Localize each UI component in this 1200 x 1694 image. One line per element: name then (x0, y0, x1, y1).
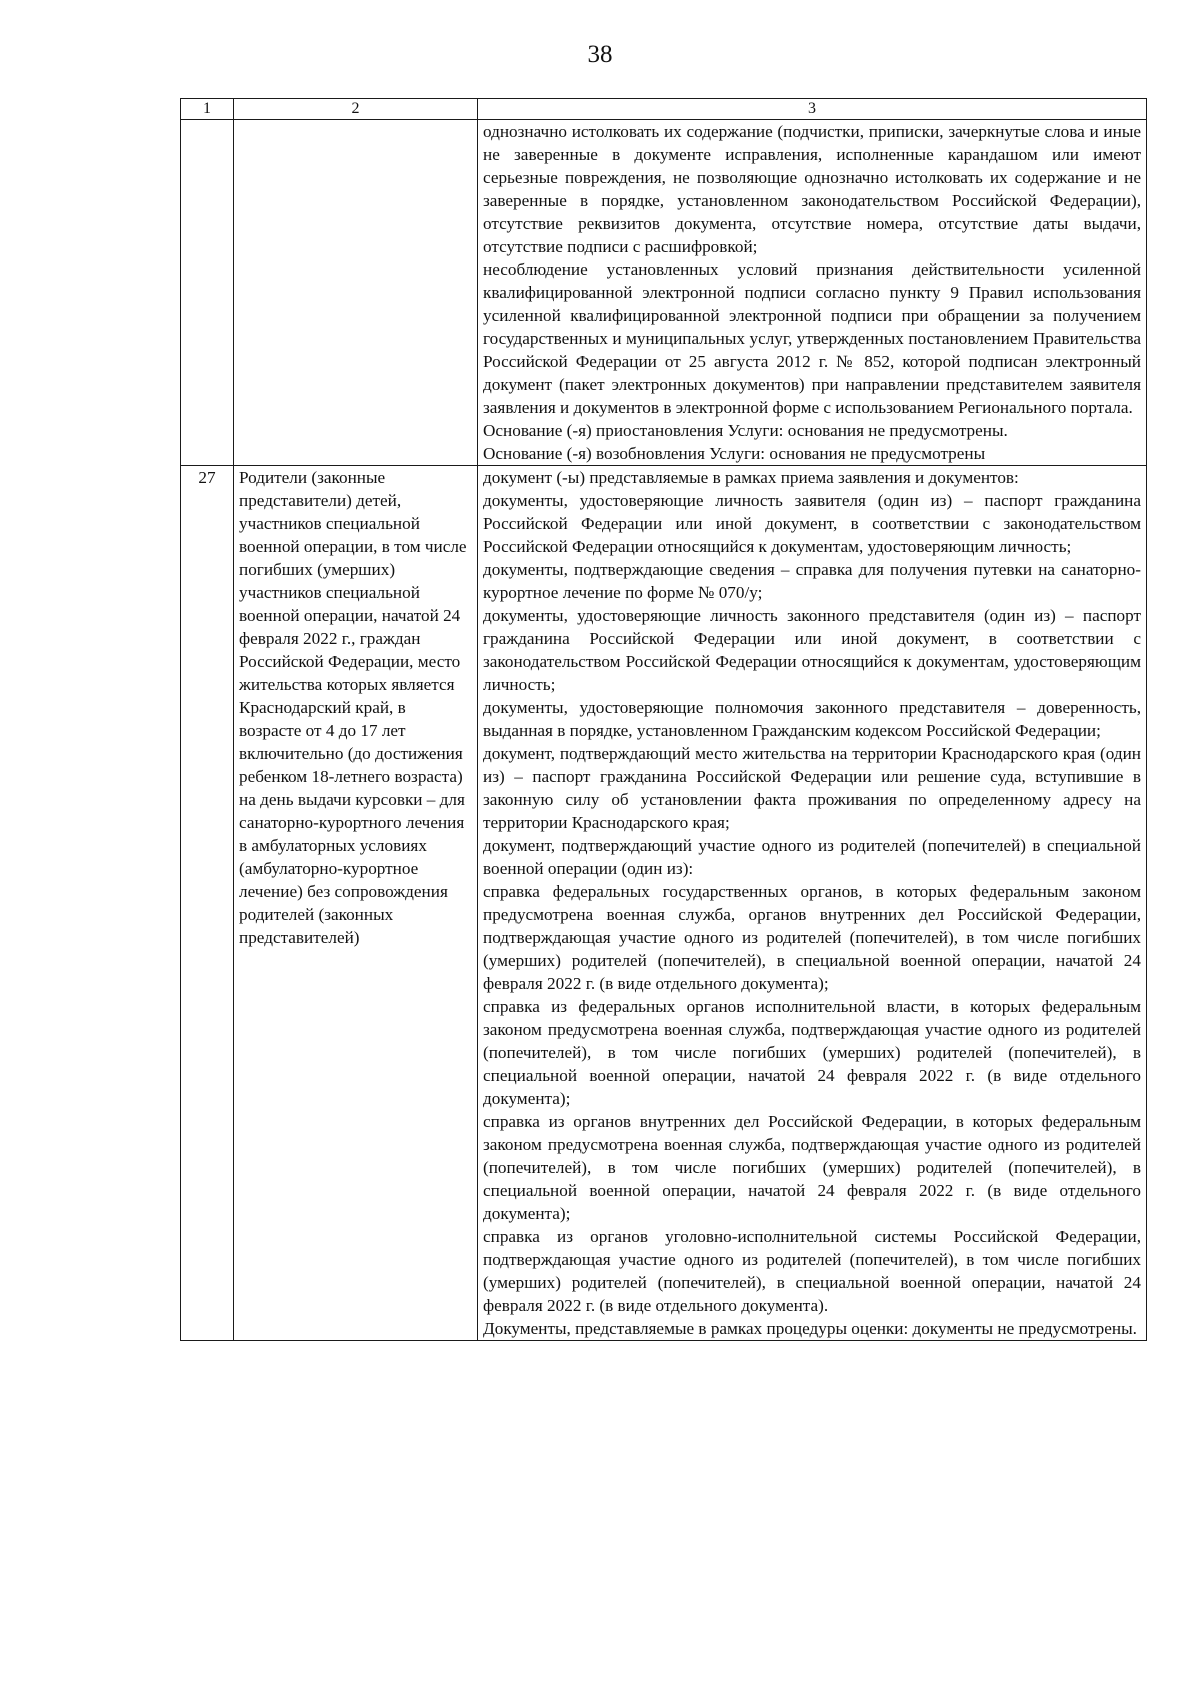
document-paragraph: документ, подтверждающий участие одного из родителей (попечителей) в специальной военной операции (один из): (483, 836, 1141, 878)
table-row-27 (181, 466, 1147, 1341)
column-header-1: 1 (181, 99, 234, 120)
documents-cell (478, 466, 1147, 1341)
table-header-row (181, 99, 1147, 120)
document-paragraph: справка из органов внутренних дел Российской Федерации, в которых федеральным законом предусмотрена военная служба, подтверждающая участие одного из родителей (попечителей), в том числе погибших (умерших) родителей (попечителей), в специальной военной операции, начатой 24 февраля 2022 г. (в виде отдельного документа); (483, 1112, 1141, 1223)
requirement-paragraph: несоблюдение установленных условий признания действительности усиленной квалифицированной электронной подписи согласно пункту 9 Правил использования усиленной квалифицированной электронной подписи при обращении за получением государственных и муниципальных услуг, утвержденных постановлением Правительства Российской Федерации от 25 августа 2012 г. № 852, которой подписан электронный документ (пакет электронных документов) при направлении представителем заявителя заявления и документов в электронной форме с использованием Регионального портала. (483, 260, 1141, 417)
document-paragraph: документ, подтверждающий место жительства на территории Краснодарского края (один из) – паспорт гражданина Российской Федерации или решение суда, вступившие в законную силу об установлении факта проживания по определенному адресу на территории Краснодарского края; (483, 744, 1141, 832)
requirements-cell (478, 120, 1147, 466)
applicant-category (234, 120, 478, 466)
requirement-paragraph: Основание (-я) возобновления Услуги: основания не предусмотрены (483, 444, 986, 463)
column-header-3: 3 (478, 99, 1147, 120)
applicant-category-text: Родители (законные представители) детей, участников специальной военной операции, в том числе погибших (умерших) участников специальной военной операции, начатой 24 февраля 2022 г., граждан Российской Федерации, место жительства которых является Краснодарский край, в возрасте от 4 до 17 лет включительно (до достижения ребенком 18-летнего возраста) на день выдачи курсовки – для санаторно-курортного лечения в амбулаторных условиях (амбулаторно-курортное лечение) без сопровождения родителей (законных представителей) (239, 468, 467, 947)
requirement-paragraph: однозначно истолковать их содержание (подчистки, приписки, зачеркнутые слова и иные не заверенные в документе исправления, исполненные карандашом или имеют серьезные повреждения, не позволяющие однозначно истолковать их содержание и не заверенные в порядке, установленном законодательством Российской Федерации), отсутствие реквизитов документа, отсутствие номера, отсутствие даты выдачи, отсутствие подписи с расшифровкой; (483, 122, 1141, 256)
document-paragraph: документы, удостоверяющие полномочия законного представителя – доверенность, выданная в порядке, установленном Гражданским кодексом Российской Федерации; (483, 698, 1141, 740)
row-number (181, 120, 234, 466)
services-table (180, 98, 1147, 1341)
page-number: 38 (587, 41, 613, 68)
table-row-continued (181, 120, 1147, 466)
document-paragraph: документы, удостоверяющие личность законного представителя (один из) – паспорт гражданина Российской Федерации или иной документ, в соответствии с законодательством Российской Федерации относящийся к документам, удостоверяющим личность; (483, 606, 1141, 694)
document-paragraph: справка из органов уголовно-исполнительной системы Российской Федерации, подтверждающая участие одного из родителей (попечителей), в том числе погибших (умерших) родителей (попечителей), в специальной военной операции, начатой 24 февраля 2022 г. (в виде отдельного документа). (483, 1227, 1141, 1315)
document-paragraph: документы, удостоверяющие личность заявителя (один из) – паспорт гражданина Российской Федерации или иной документ, в соответствии с законодательством Российской Федерации относящийся к документам, удостоверяющим личность; (483, 491, 1141, 556)
document-paragraph: справка федеральных государственных органов, в которых федеральным законом предусмотрена военная служба, органов внутренних дел Российской Федерации, подтверждающая участие одного из родителей (попечителей), в том числе погибших (умерших) родителей (попечителей), в специальной военной операции, начатой 24 февраля 2022 г. (в виде отдельного документа); (483, 882, 1141, 993)
column-header-2: 2 (234, 99, 478, 120)
requirement-paragraph: Основание (-я) приостановления Услуги: основания не предусмотрены. (483, 421, 1008, 440)
document-paragraph: Документы, представляемые в рамках процедуры оценки: документы не предусмотрены. (483, 1319, 1137, 1338)
row-number: 27 (181, 466, 234, 1341)
document-paragraph: документы, подтверждающие сведения – справка для получения путевки на санаторно-курортное лечение по форме № 070/у; (483, 560, 1141, 602)
document-paragraph: документ (-ы) представляемые в рамках приема заявления и документов: (483, 468, 1019, 487)
applicant-category (234, 466, 478, 1341)
document-paragraph: справка из федеральных органов исполнительной власти, в которых федеральным законом предусмотрена военная служба, подтверждающая участие одного из родителей (попечителей), в том числе погибших (умерших) родителей (попечителей), в специальной военной операции, начатой 24 февраля 2022 г. (в виде отдельного документа); (483, 997, 1141, 1108)
